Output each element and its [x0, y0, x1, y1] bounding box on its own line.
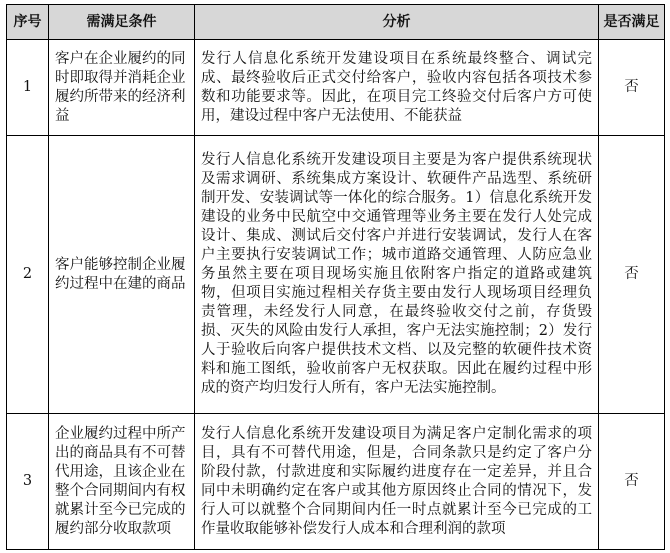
conditions-table — [6, 4, 665, 550]
header-satisfied: 是否满足 — [599, 5, 665, 40]
header-analysis: 分析 — [195, 5, 599, 40]
row-satisfied: 否 — [599, 414, 665, 550]
row-analysis: 发行人信息化系统开发建设项目为满足客户定制化需求的项目，具有不可替代用途，但是，合同条款只是约定了客户分阶段付款，付款进度和实际履约进度存在一定差异，并且合同中未明确约定在客户或其他方原因终止合同的情况下，发行人可以就整个合同期间内任一时点就累计至今已完成的工作量收取能够补偿发行人成本和合理利润的款项 — [195, 414, 599, 550]
row-seq: 3 — [7, 414, 49, 550]
row-condition: 客户在企业履约的同时即取得并消耗企业履约所带来的经济利益 — [49, 40, 195, 136]
table-header-row — [7, 5, 665, 40]
row-analysis: 发行人信息化系统开发建设项目主要是为客户提供系统现状及需求调研、系统集成方案设计、软硬件产品选型、系统研制开发、安装调试等一体化的综合服务。1）信息化系统开发建设的业务中民航空中交通管理等业务主要在发行人处完成设计、集成、测试后交付客户并进行安装调试，发行人在客户主要执行安装调试工作；城市道路交通管理、人防应急业务虽然主要在项目现场实施且依附客户指定的道路或建筑物，但项目实施过程相关存货主要由发行人现场项目经理负责管理，未经发行人同意，在最终验收交付之前，存货毁损、灭失的风险由发行人承担，客户无法实施控制；2）发行人于验收后向客户提供技术文档、以及完整的软硬件技术资料和施工图纸，验收前客户无权获取。因此在履约过程中形成的资产均归发行人所有，客户无法实施控制。 — [195, 136, 599, 414]
row-analysis: 发行人信息化系统开发建设项目在系统最终整合、调试完成、最终验收后正式交付给客户，验收内容包括各项技术参数和功能要求等。因此，在项目完工终验交付后客户方可使用，建设过程中客户无法使用、不能获益 — [195, 40, 599, 136]
header-seq: 序号 — [7, 5, 49, 40]
table-row — [7, 414, 665, 550]
row-satisfied: 否 — [599, 40, 665, 136]
row-condition: 企业履约过程中所产出的商品具有不可替代用途，且该企业在整个合同期间内有权就累计至今已完成的履约部分收取款项 — [49, 414, 195, 550]
row-condition: 客户能够控制企业履约过程中在建的商品 — [49, 136, 195, 414]
table-row — [7, 40, 665, 136]
header-condition: 需满足条件 — [49, 5, 195, 40]
row-seq: 2 — [7, 136, 49, 414]
row-seq: 1 — [7, 40, 49, 136]
row-satisfied: 否 — [599, 136, 665, 414]
table-row — [7, 136, 665, 414]
